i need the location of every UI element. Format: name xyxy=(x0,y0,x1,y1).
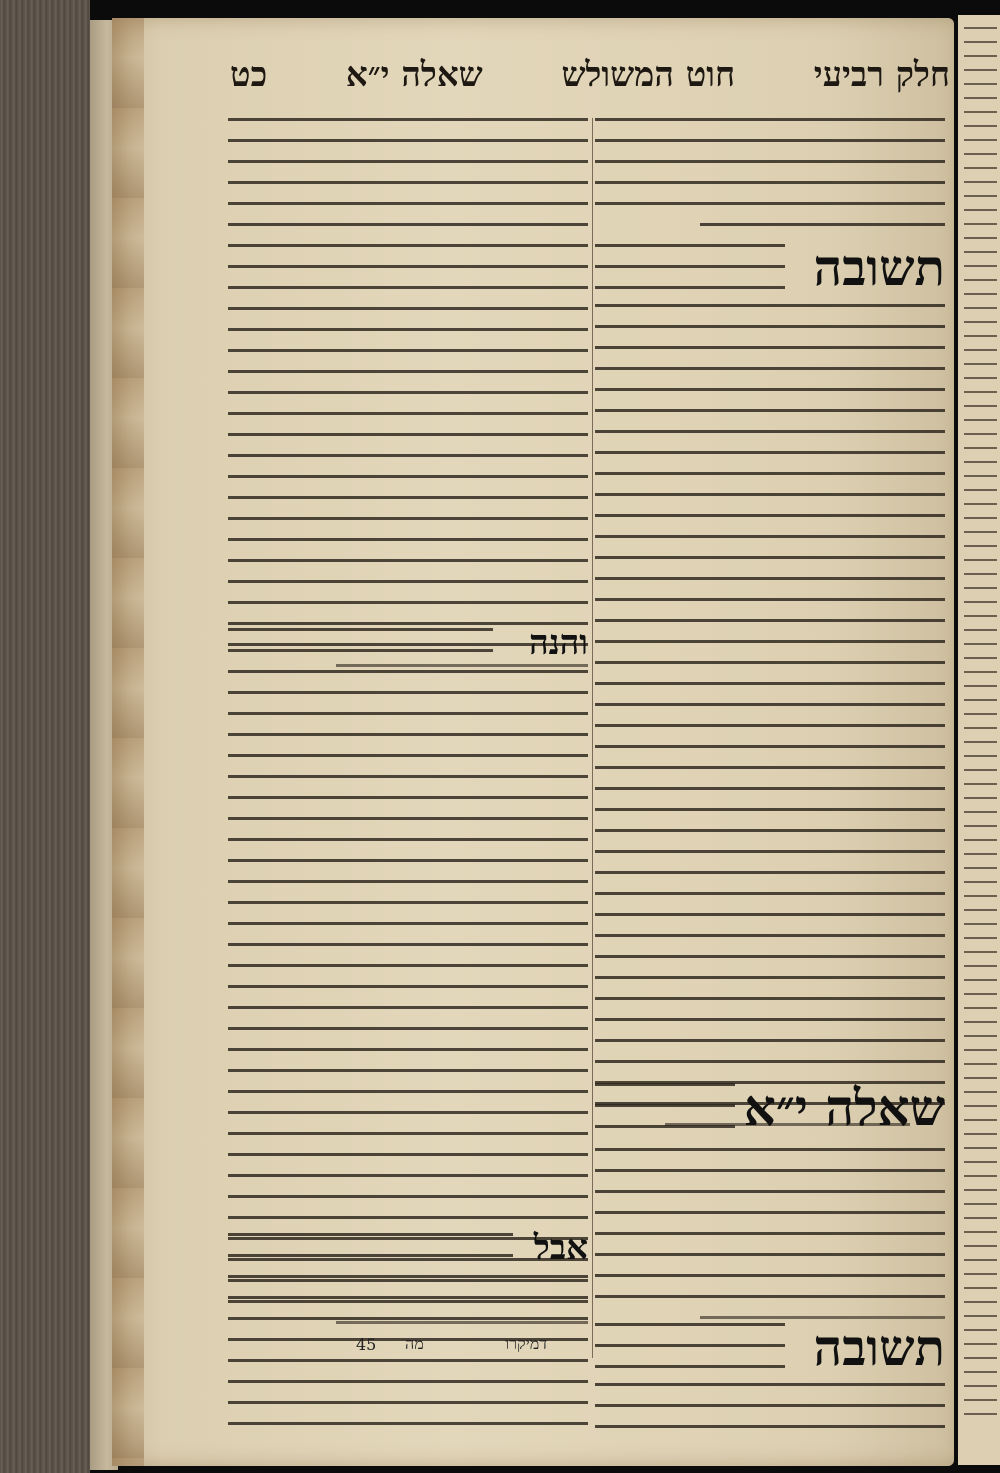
running-header xyxy=(230,45,950,105)
header-book-title: חוט המשולש xyxy=(561,55,736,95)
vehine-intro-lines xyxy=(228,628,493,670)
left-text-bottom xyxy=(228,1275,588,1443)
answer-heading-2 xyxy=(813,1318,945,1378)
answer2-body-lines xyxy=(595,1383,945,1446)
question-body-lines xyxy=(595,1148,945,1337)
answer-heading-1 xyxy=(813,238,945,298)
water-stain xyxy=(112,18,144,1466)
column-divider xyxy=(592,118,593,1358)
question-heading xyxy=(744,1078,945,1138)
answer-intro-lines xyxy=(595,244,785,307)
question-word: שאלה י״א xyxy=(743,1078,945,1137)
answer2-intro-lines xyxy=(595,1323,785,1386)
page-number: 45 xyxy=(356,1335,377,1354)
catchword: דמיקרו xyxy=(505,1334,547,1353)
header-part: חלק רביעי xyxy=(813,55,950,95)
aval-heading xyxy=(534,1228,588,1268)
answer-word-2: תשובה xyxy=(813,1318,945,1377)
hebrew-folio: מה xyxy=(405,1334,424,1353)
answer-word-1: תשובה xyxy=(813,238,945,297)
vehine-heading xyxy=(529,623,588,663)
answer-body-lines xyxy=(595,304,945,1144)
vehine-word: והנה xyxy=(529,623,588,663)
adjacent-page-edge xyxy=(958,15,1000,1465)
book-binding xyxy=(0,0,90,1473)
header-folio: כט xyxy=(230,55,268,95)
header-question: שאלה י״א xyxy=(345,55,483,95)
aval-intro-lines xyxy=(228,1233,513,1275)
question-intro-lines xyxy=(595,1083,735,1146)
left-text-top xyxy=(228,118,588,685)
text-lines-right-top xyxy=(595,118,945,244)
aval-word: אבל xyxy=(533,1228,588,1268)
